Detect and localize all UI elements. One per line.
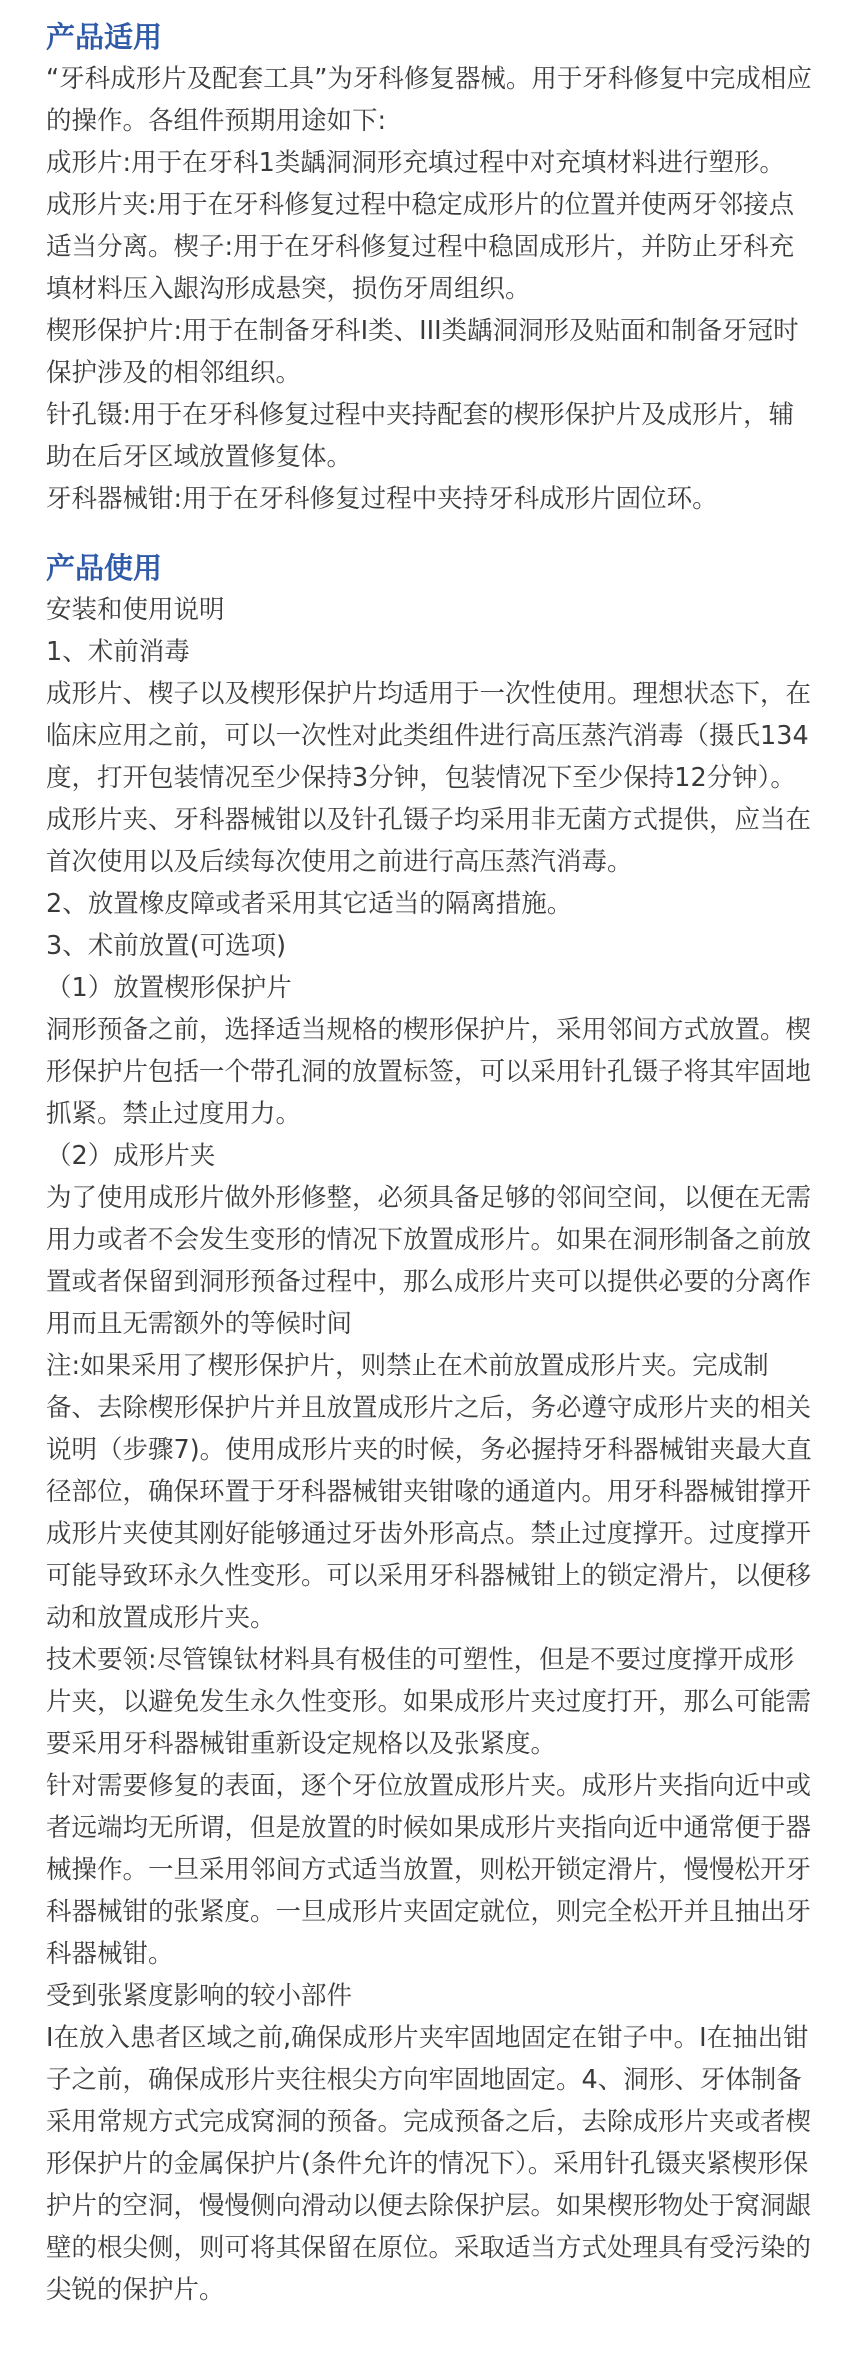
step-3-heading: 3、术前放置(可选项) <box>46 931 287 961</box>
product-usage-section <box>46 547 814 2311</box>
section-spacer <box>46 520 814 547</box>
section-title-application: 产品适用 <box>46 20 163 54</box>
technique-tip-paragraph: 技术要领:尽管镍钛材料具有极佳的可塑性，但是不要过度撑开成形片夹，以避免发生永久性变形。如果成形片夹过度打开，那么可能需要采用牙科器械钳重新设定规格以及张紧度。 <box>46 1645 812 1759</box>
intro-paragraph: “牙科成形片及配套工具”为牙科修复器械。用于牙科修复中完成相应的操作。各组件预期用途如下: <box>46 64 812 136</box>
matrix-band-use: 成形片:用于在牙科1类龋洞洞形充填过程中对充填材料进行塑形。 <box>46 148 785 178</box>
step-1-heading: 1、术前消毒 <box>46 637 190 667</box>
placement-paragraph: 针对需要修复的表面，逐个牙位放置成形片夹。成形片夹指向近中或者远端均无所谓，但是放置的时候如果成形片夹指向近中通常便于器械操作。一旦采用邻间方式适当放置，则松开锁定滑片，慢慢松开牙科器械钳的张紧度。一旦成形片夹固定就位，则完全松开并且抽出牙科器械钳。 <box>46 1771 812 1969</box>
wedge-guard-paragraph: 洞形预备之前，选择适当规格的楔形保护片，采用邻间方式放置。楔形保护片包括一个带孔洞的放置标签，可以采用针孔镊子将其牢固地抓紧。禁止过度用力。 <box>46 1015 812 1129</box>
pin-tweezers-use: 针孔镊:用于在牙科修复过程中夹持配套的楔形保护片及成形片，辅助在后牙区域放置修复体。 <box>46 400 795 472</box>
substep-matrix-ring-heading: （2）成形片夹 <box>46 1141 216 1171</box>
tension-parts-heading: 受到张紧度影响的较小部件 <box>46 1981 353 2011</box>
product-application-section <box>46 16 814 520</box>
cavity-prep-paragraph: 采用常规方式完成窝洞的预备。完成预备之后，去除成形片夹或者楔形保护片的金属保护片(条件允许的情况下）。采用针孔镊夹紧楔形保护片的空洞，慢慢侧向滑动以便去除保护层。如果楔形物处于窝洞龈壁的根尖侧，则可将其保留在原位。采取适当方式处理具有受污染的尖锐的保护片。 <box>46 2107 812 2305</box>
sterilization-paragraph: 成形片、楔子以及楔形保护片均适用于一次性使用。理想状态下，在临床应用之前，可以一次性对此类组件进行高压蒸汽消毒（摄氏134度，打开包装情况至少保持3分钟，包装情况下至少保持12分钟）。成形片夹、牙科器械钳以及针孔镊子均采用非无菌方式提供，应当在首次使用以及后续每次使用之前进行高压蒸汽消毒。 <box>46 679 812 877</box>
matrix-ring-wedge-use: 成形片夹:用于在牙科修复过程中稳定成形片的位置并使两牙邻接点适当分离。楔子:用于在牙科修复过程中稳固成形片，并防止牙科充填材料压入龈沟形成悬突，损伤牙周组织。 <box>46 190 795 304</box>
matrix-ring-paragraph: 为了使用成形片做外形修整，必须具备足够的邻间空间，以便在无需用力或者不会发生变形的情况下放置成形片。如果在洞形制备之前放置或者保留到洞形预备过程中，那么成形片夹可以提供必要的分离作用而且无需额外的等候时间 <box>46 1183 812 1339</box>
note-paragraph: 注:如果采用了楔形保护片，则禁止在术前放置成形片夹。完成制备、去除楔形保护片并且放置成形片之后，务必遵守成形片夹的相关说明（步骤7)。使用成形片夹的时候，务必握持牙科器械钳夹最大直径部位，确保环置于牙科器械钳夹钳喙的通道内。用牙科器械钳撑开成形片夹使其刚好能够通过牙齿外形高点。禁止过度撑开。过度撑开可能导致环永久性变形。可以采用牙科器械钳上的锁定滑片，以便移动和放置成形片夹。 <box>46 1351 812 1633</box>
section-title-usage: 产品使用 <box>46 551 163 585</box>
substep-wedge-guard-heading: （1）放置楔形保护片 <box>46 973 292 1003</box>
forceps-use: 牙科器械钳:用于在牙科修复过程中夹持牙科成形片固位环。 <box>46 484 718 514</box>
wedge-guard-use: 楔形保护片:用于在制备牙科I类、III类龋洞洞形及贴面和制备牙冠时保护涉及的相邻组织。 <box>46 316 799 388</box>
tension-parts-paragraph: I在放入患者区域之前,确保成形片夹牢固地固定在钳子中。I在抽出钳子之前，确保成形片夹往根尖方向牢固地固定。4、洞形、牙体制备 <box>46 2023 809 2095</box>
step-2-heading: 2、放置橡皮障或者采用其它适当的隔离措施。 <box>46 889 573 919</box>
install-instructions-heading: 安装和使用说明 <box>46 595 225 625</box>
